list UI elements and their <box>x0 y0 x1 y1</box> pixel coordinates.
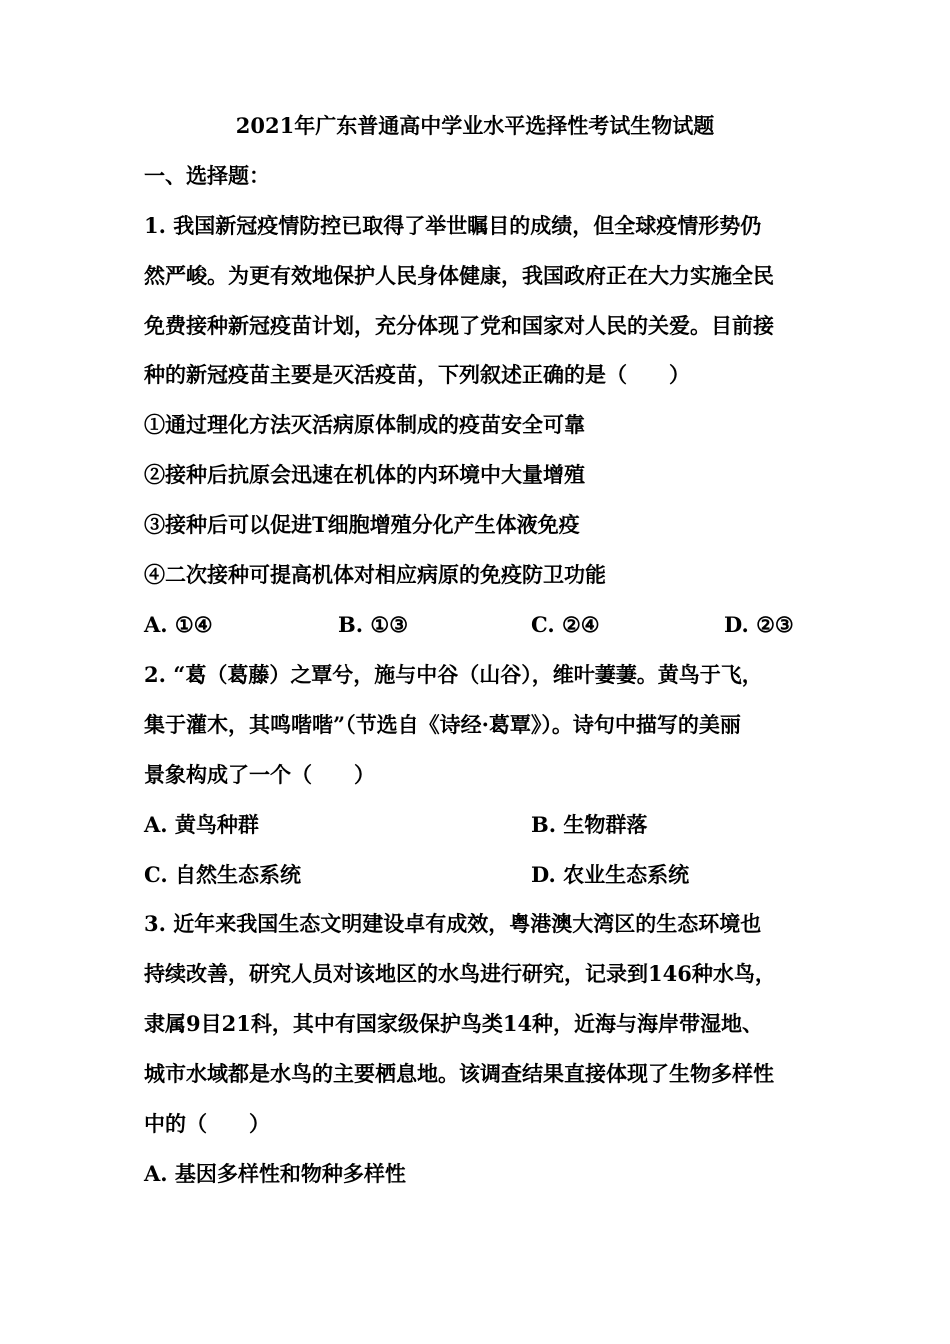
question-2-option-d: D. 农业生态系统 <box>531 862 690 887</box>
question-3-line-4: 城市水域都是水鸟的主要栖息地。该调查结果直接体现了生物多样性 <box>144 1061 774 1086</box>
question-1-statement-2: ②接种后抗原会迅速在机体的内环境中大量增殖 <box>144 462 585 487</box>
question-1-statement-1: ①通过理化方法灭活病原体制成的疫苗安全可靠 <box>144 412 585 437</box>
question-1-line-2: 然严峻。为更有效地保护人民身体健康，我国政府正在大力实施全民 <box>144 263 774 288</box>
question-2-line-3: 景象构成了一个（ ） <box>144 762 375 787</box>
question-1-statement-4: ④二次接种可提高机体对相应病原的免疫防卫功能 <box>144 562 606 587</box>
question-1-statement-3: ③接种后可以促进T细胞增殖分化产生体液免疫 <box>144 512 580 537</box>
question-2-line-2: 集于灌木，其鸣喈喈”（节选自《诗经·葛覃》）。诗句中描写的美丽 <box>144 712 741 737</box>
question-1-line-1: 1. 我国新冠疫情防控已取得了举世瞩目的成绩，但全球疫情形势仍 <box>144 213 762 238</box>
question-3-line-2: 持续改善，研究人员对该地区的水鸟进行研究，记录到146种水鸟， <box>144 961 776 986</box>
question-1-line-4: 种的新冠疫苗主要是灭活疫苗，下列叙述正确的是（ ） <box>144 362 690 387</box>
question-1-option-d: D. ②③ <box>724 612 794 637</box>
question-3-option-a: A. 基因多样性和物种多样性 <box>144 1161 406 1186</box>
question-1-line-3: 免费接种新冠疫苗计划，充分体现了党和国家对人民的关爱。目前接 <box>144 313 774 338</box>
section-heading: 一、选择题： <box>144 163 270 188</box>
question-1-option-a: A. ①④ <box>144 612 213 637</box>
question-1-option-b: B. ①③ <box>338 612 409 637</box>
question-1-option-c: C. ②④ <box>531 612 600 637</box>
question-3-line-3: 隶属9目21科，其中有国家级保护鸟类14种，近海与海岸带湿地、 <box>144 1011 764 1036</box>
question-2-option-a: A. 黄鸟种群 <box>144 812 259 837</box>
question-3-line-1: 3. 近年来我国生态文明建设卓有成效，粤港澳大湾区的生态环境也 <box>144 911 762 936</box>
question-2-option-b: B. 生物群落 <box>531 812 648 837</box>
question-3-line-5: 中的（ ） <box>144 1111 270 1136</box>
question-2-line-1: 2. “葛（葛藤）之覃兮，施与中谷（山谷），维叶萋萋。黄鸟于飞， <box>144 662 763 687</box>
page-title: 2021年广东普通高中学业水平选择性考试生物试题 <box>235 113 715 138</box>
question-2-option-c: C. 自然生态系统 <box>144 862 301 887</box>
